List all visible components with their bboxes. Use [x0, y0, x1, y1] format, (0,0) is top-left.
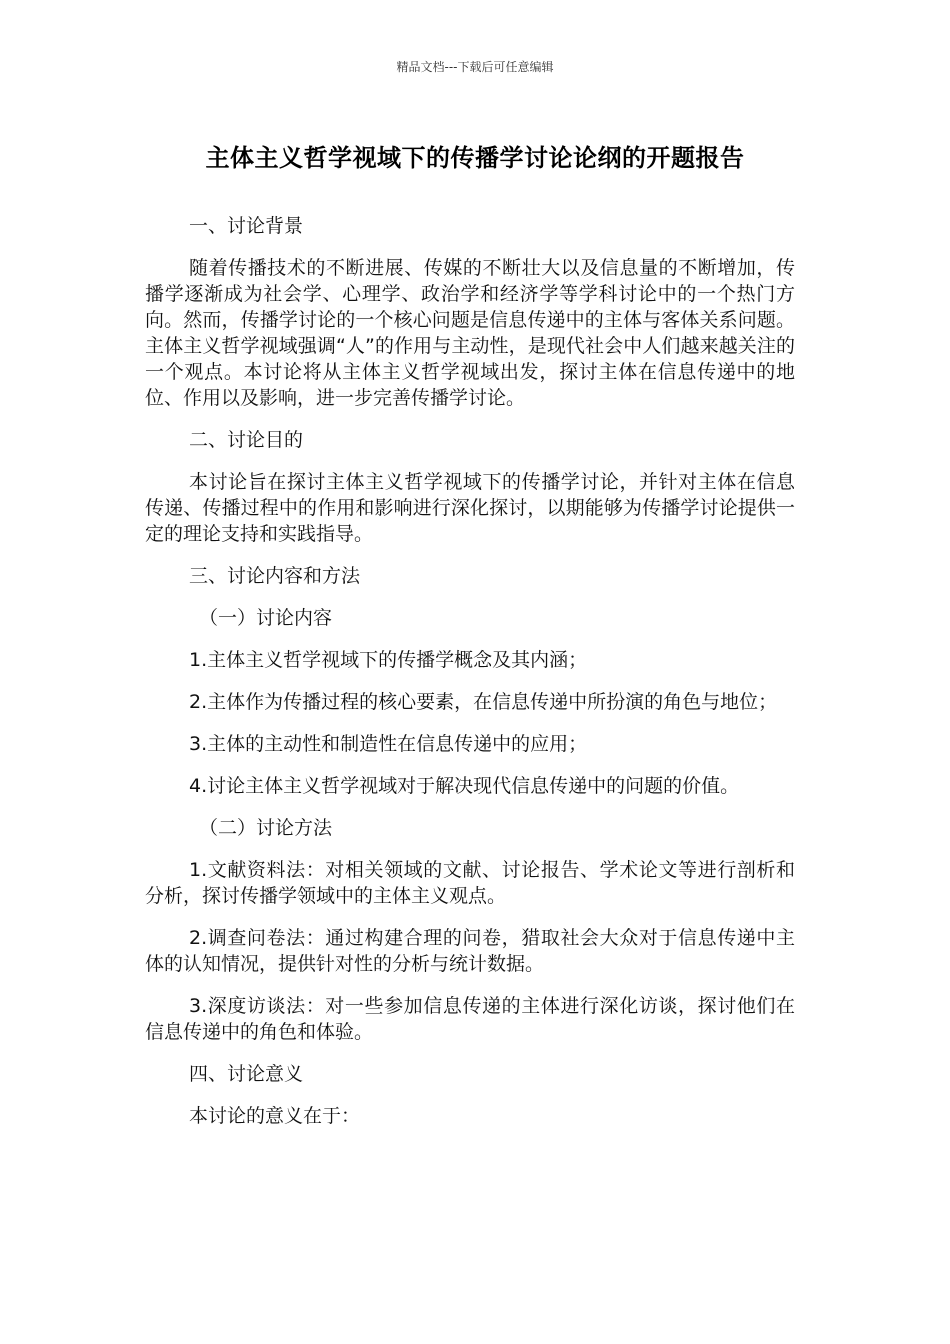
document-body	[145, 213, 795, 1145]
section-heading-purpose: 二、讨论目的	[189, 429, 304, 451]
list-item-content-3: 3.主体的主动性和制造性在信息传递中的应用；	[189, 733, 588, 755]
list-item-content-4: 4.讨论主体主义哲学视域对于解决现代信息传递中的问题的价值。	[189, 775, 740, 797]
list-item-content-1: 1.主体主义哲学视域下的传播学概念及其内涵；	[189, 649, 588, 671]
paragraph-purpose: 本讨论旨在探讨主体主义哲学视域下的传播学讨论，并针对主体在信息传递、传播过程中的作用和影响进行深化探讨，以期能够为传播学讨论提供一定的理论支持和实践指导。	[145, 471, 795, 545]
list-item-method-3: 3.深度访谈法：对一些参加信息传递的主体进行深化访谈，探讨他们在信息传递中的角色和体验。	[145, 995, 795, 1043]
list-item-method-1: 1.文献资料法：对相关领域的文献、讨论报告、学术论文等进行剖析和分析，探讨传播学领域中的主体主义观点。	[145, 859, 795, 907]
document-title: 主体主义哲学视域下的传播学讨论论纲的开题报告	[205, 144, 745, 172]
section-heading-background: 一、讨论背景	[189, 215, 304, 237]
paragraph-background: 随着传播技术的不断进展、传媒的不断壮大以及信息量的不断增加，传播学逐渐成为社会学、心理学、政治学和经济学等学科讨论中的一个热门方向。然而，传播学讨论的一个核心问题是信息传递中的主体与客体关系问题。主体主义哲学视域强调“人”的作用与主动性，是现代社会中人们越来越关注的一个观点。本讨论将从主体主义哲学视域出发，探讨主体在信息传递中的地位、作用以及影响，进一步完善传播学讨论。	[145, 257, 795, 409]
header-note: 精品文档---下载后可任意编辑	[396, 60, 554, 74]
section-heading-significance: 四、讨论意义	[189, 1063, 304, 1085]
paragraph-significance: 本讨论的意义在于：	[189, 1105, 361, 1127]
subheading-method: （二）讨论方法	[199, 817, 333, 839]
subheading-content: （一）讨论内容	[199, 607, 333, 629]
section-heading-content-method: 三、讨论内容和方法	[189, 565, 361, 587]
list-item-method-2: 2.调查问卷法：通过构建合理的问卷，猎取社会大众对于信息传递中主体的认知情况，提供针对性的分析与统计数据。	[145, 927, 795, 975]
list-item-content-2: 2.主体作为传播过程的核心要素，在信息传递中所扮演的角色与地位；	[189, 691, 778, 713]
